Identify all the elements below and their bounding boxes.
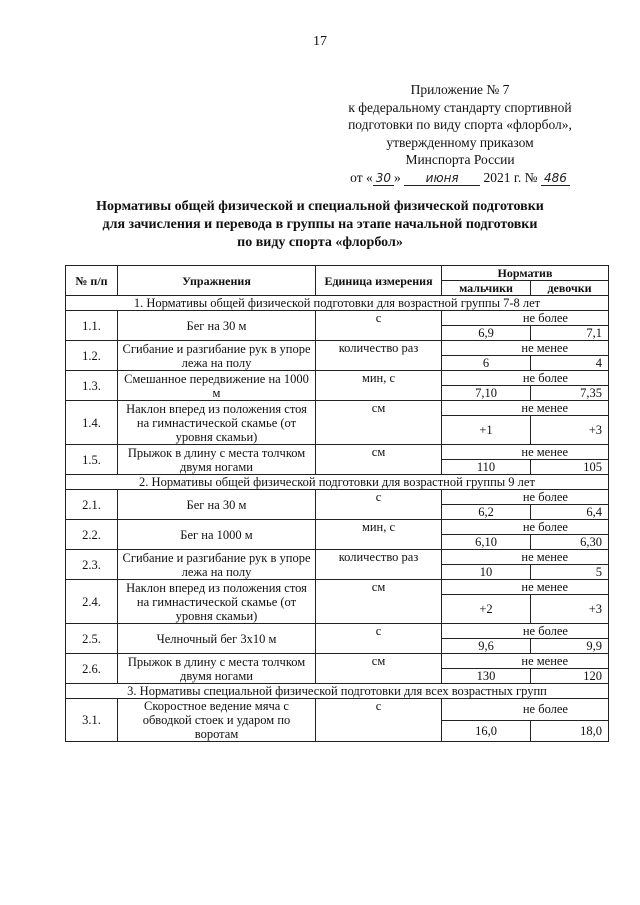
norm-condition: не менее bbox=[442, 445, 609, 460]
header-unit: Единица измерения bbox=[316, 266, 442, 296]
table-row bbox=[66, 401, 609, 416]
unit-of-measure: количество раз bbox=[316, 341, 442, 371]
exercise-name: Сгибание и разгибание рук в упоре лежа на полу bbox=[118, 550, 316, 580]
page-number: 17 bbox=[313, 34, 327, 49]
row-number: 1.1. bbox=[66, 311, 118, 341]
value-boys: +1 bbox=[442, 416, 531, 445]
date-day-handwritten: 30 bbox=[373, 172, 394, 186]
norms-table bbox=[65, 265, 609, 742]
row-number: 2.2. bbox=[66, 520, 118, 550]
section-row bbox=[66, 296, 609, 311]
norms-table-body bbox=[66, 266, 609, 742]
row-number: 1.5. bbox=[66, 445, 118, 475]
appendix-block bbox=[310, 81, 610, 186]
norm-condition: не более bbox=[442, 624, 609, 639]
norm-condition: не более bbox=[442, 490, 609, 505]
section-title: 3. Нормативы специальной физической подготовки для всех возрастных групп bbox=[66, 684, 609, 699]
date-mid: » bbox=[394, 169, 401, 185]
value-boys: +2 bbox=[442, 595, 531, 624]
norm-condition: не менее bbox=[442, 401, 609, 416]
row-number: 1.3. bbox=[66, 371, 118, 401]
value-boys: 9,6 bbox=[442, 639, 531, 654]
exercise-name: Наклон вперед из положения стоя на гимнастической скамье (от уровня скамьи) bbox=[118, 401, 316, 445]
header-exercise: Упражнения bbox=[118, 266, 316, 296]
row-number: 2.4. bbox=[66, 580, 118, 624]
appendix-line: к федеральному стандарту спортивной bbox=[348, 99, 572, 115]
table-row bbox=[66, 445, 609, 460]
unit-of-measure: количество раз bbox=[316, 550, 442, 580]
value-boys: 6,9 bbox=[442, 326, 531, 341]
value-boys: 16,0 bbox=[442, 720, 531, 742]
value-girls: 4 bbox=[531, 356, 609, 371]
exercise-name: Прыжок в длину с места толчком двумя ногами bbox=[118, 654, 316, 684]
unit-of-measure: см bbox=[316, 401, 442, 445]
row-number: 2.6. bbox=[66, 654, 118, 684]
unit-of-measure: см bbox=[316, 580, 442, 624]
value-boys: 10 bbox=[442, 565, 531, 580]
exercise-name: Бег на 30 м bbox=[118, 490, 316, 520]
appendix-line: Приложение № 7 bbox=[410, 82, 510, 97]
value-boys: 130 bbox=[442, 669, 531, 684]
table-row bbox=[66, 550, 609, 565]
date-year: 2021 г. № bbox=[483, 169, 538, 185]
title-line: Нормативы общей физической и специальной физической подготовки bbox=[96, 199, 544, 214]
norm-condition: не менее bbox=[442, 550, 609, 565]
value-girls: 7,35 bbox=[531, 386, 609, 401]
unit-of-measure: с bbox=[316, 699, 442, 742]
section-title: 1. Нормативы общей физической подготовки для возрастной группы 7-8 лет bbox=[66, 296, 609, 311]
header-num: № п/п bbox=[66, 266, 118, 296]
value-boys: 6,2 bbox=[442, 505, 531, 520]
exercise-name: Бег на 1000 м bbox=[118, 520, 316, 550]
table-row bbox=[66, 341, 609, 356]
value-girls: 7,1 bbox=[531, 326, 609, 341]
section-row bbox=[66, 684, 609, 699]
value-boys: 110 bbox=[442, 460, 531, 475]
value-boys: 6 bbox=[442, 356, 531, 371]
header-row bbox=[66, 266, 609, 281]
value-girls: 105 bbox=[531, 460, 609, 475]
unit-of-measure: с bbox=[316, 311, 442, 341]
order-number-handwritten: 486 bbox=[541, 172, 570, 186]
value-girls: +3 bbox=[531, 416, 609, 445]
value-girls: 5 bbox=[531, 565, 609, 580]
section-row bbox=[66, 475, 609, 490]
row-number: 2.5. bbox=[66, 624, 118, 654]
appendix-date-line bbox=[310, 169, 610, 187]
table-row bbox=[66, 654, 609, 669]
value-girls: 6,30 bbox=[531, 535, 609, 550]
row-number: 1.4. bbox=[66, 401, 118, 445]
value-girls: 18,0 bbox=[531, 720, 609, 742]
unit-of-measure: см bbox=[316, 654, 442, 684]
table-row bbox=[66, 699, 609, 721]
norm-condition: не более bbox=[442, 311, 609, 326]
date-month-handwritten: июня bbox=[404, 172, 480, 186]
norm-condition: не менее bbox=[442, 654, 609, 669]
norm-condition: не более bbox=[442, 520, 609, 535]
header-boys: мальчики bbox=[442, 281, 531, 296]
unit-of-measure: мин, с bbox=[316, 520, 442, 550]
section-title: 2. Нормативы общей физической подготовки для возрастной группы 9 лет bbox=[66, 475, 609, 490]
exercise-name: Прыжок в длину с места толчком двумя ногами bbox=[118, 445, 316, 475]
appendix-line: Минспорта России bbox=[405, 152, 515, 167]
value-girls: 6,4 bbox=[531, 505, 609, 520]
norm-condition: не более bbox=[442, 699, 609, 721]
appendix-line: утвержденному приказом bbox=[386, 134, 534, 150]
norm-condition: не более bbox=[442, 371, 609, 386]
value-girls: 120 bbox=[531, 669, 609, 684]
value-girls: 9,9 bbox=[531, 639, 609, 654]
title-line: для зачисления и перевода в группы на этапе начальной подготовки bbox=[102, 217, 538, 232]
date-prefix: от « bbox=[350, 169, 373, 185]
table-row bbox=[66, 580, 609, 595]
appendix-line: подготовки по виду спорта «флорбол», bbox=[348, 117, 572, 132]
unit-of-measure: см bbox=[316, 445, 442, 475]
norm-condition: не менее bbox=[442, 341, 609, 356]
header-norm: Норматив bbox=[442, 266, 609, 281]
unit-of-measure: с bbox=[316, 624, 442, 654]
exercise-name: Челночный бег 3х10 м bbox=[118, 624, 316, 654]
row-number: 2.1. bbox=[66, 490, 118, 520]
table-row bbox=[66, 490, 609, 505]
table-row bbox=[66, 624, 609, 639]
exercise-name: Скоростное ведение мяча с обводкой стоек и ударом по воротам bbox=[118, 699, 316, 742]
table-row bbox=[66, 371, 609, 386]
title-line: по виду спорта «флорбол» bbox=[237, 235, 403, 250]
document-title bbox=[60, 198, 580, 252]
unit-of-measure: мин, с bbox=[316, 371, 442, 401]
row-number: 2.3. bbox=[66, 550, 118, 580]
exercise-name: Наклон вперед из положения стоя на гимнастической скамье (от уровня скамьи) bbox=[118, 580, 316, 624]
value-girls: +3 bbox=[531, 595, 609, 624]
row-number: 1.2. bbox=[66, 341, 118, 371]
value-boys: 6,10 bbox=[442, 535, 531, 550]
unit-of-measure: с bbox=[316, 490, 442, 520]
table-row bbox=[66, 520, 609, 535]
exercise-name: Смешанное передвижение на 1000 м bbox=[118, 371, 316, 401]
header-girls: девочки bbox=[531, 281, 609, 296]
value-boys: 7,10 bbox=[442, 386, 531, 401]
row-number: 3.1. bbox=[66, 699, 118, 742]
table-row bbox=[66, 311, 609, 326]
norm-condition: не менее bbox=[442, 580, 609, 595]
exercise-name: Сгибание и разгибание рук в упоре лежа на полу bbox=[118, 341, 316, 371]
exercise-name: Бег на 30 м bbox=[118, 311, 316, 341]
